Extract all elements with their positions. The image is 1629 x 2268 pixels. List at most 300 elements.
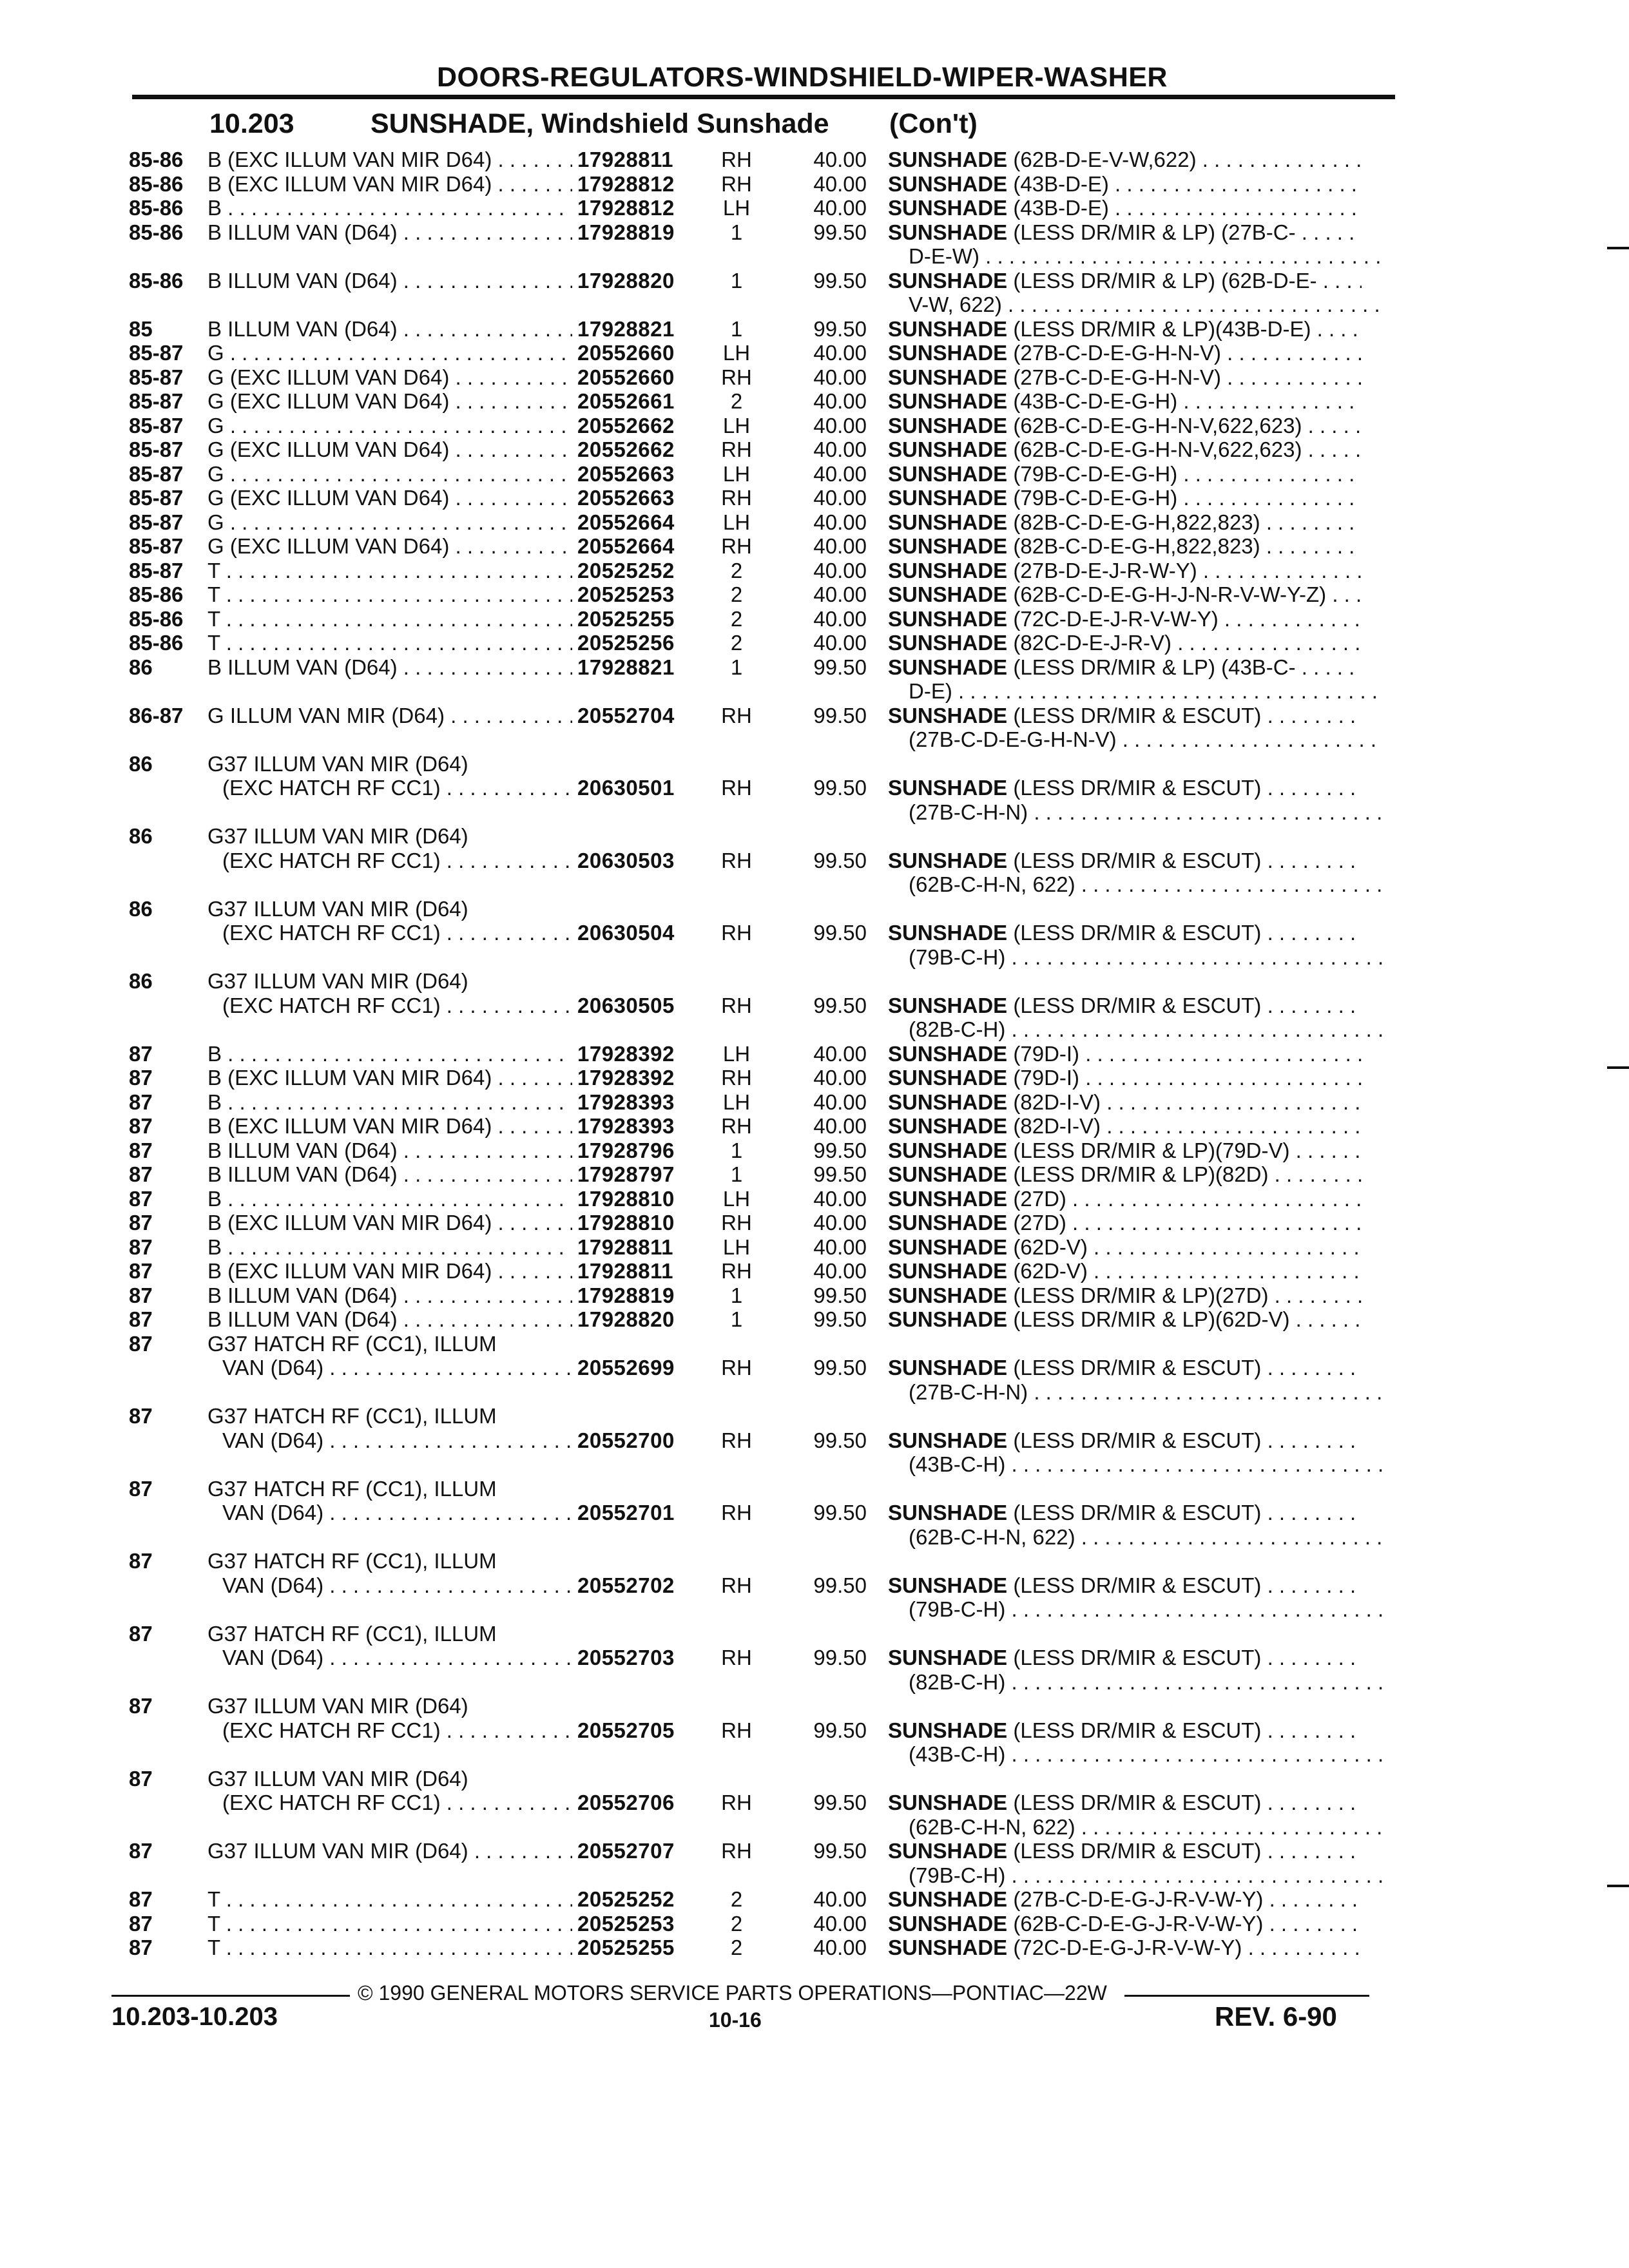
- part-name: [888, 1573, 1362, 1598]
- part-name-title: SUNSHADE: [888, 1114, 1008, 1138]
- table-row: [129, 1597, 1366, 1622]
- model-year: 85-87: [129, 534, 184, 558]
- description: B ILLUM VAN (D64) . . .: [207, 1283, 684, 1308]
- part-name: [888, 365, 1362, 390]
- table-row: [129, 727, 1366, 752]
- part-name: [888, 510, 1362, 535]
- part-name: [909, 1742, 1382, 1767]
- part-application: (LESS DR/MIR & LP)(43B-D-E): [1007, 316, 1311, 341]
- price: 40.00: [813, 1211, 867, 1235]
- part-name-title: SUNSHADE: [888, 220, 1008, 244]
- part-number: 17928810: [572, 1187, 706, 1211]
- description: G37 ILLUM VAN MIR (D64): [207, 751, 468, 776]
- part-number: 17928392: [572, 1042, 706, 1066]
- part-application: (43B-C-D-E-G-H): [1007, 389, 1178, 413]
- table-row: [129, 559, 1366, 583]
- table-row: [129, 510, 1366, 535]
- model-year: 86: [129, 896, 153, 921]
- part-name-title: SUNSHADE: [888, 1283, 1008, 1307]
- quantity: 2: [730, 558, 743, 582]
- model-year: 87: [129, 1911, 153, 1936]
- model-year: 87: [129, 1621, 153, 1646]
- price: 99.50: [813, 848, 867, 872]
- description: B ILLUM VAN (D64) . . .: [207, 655, 684, 680]
- part-name: [888, 486, 1362, 510]
- price: 99.50: [813, 1356, 867, 1379]
- price: 40.00: [813, 171, 867, 196]
- part-name: [888, 1839, 1362, 1863]
- part-name: [909, 679, 1382, 704]
- table-row: [129, 1259, 1366, 1283]
- table-row: [129, 1283, 1366, 1308]
- part-number: 20552705: [572, 1718, 706, 1743]
- part-number: 17928819: [572, 220, 706, 245]
- model-year: 85-86: [129, 582, 184, 606]
- model-year: 86: [129, 824, 153, 848]
- part-name: [888, 1356, 1362, 1380]
- model-year: 85-86: [129, 631, 184, 655]
- description: VAN (D64) . . .: [222, 1428, 699, 1453]
- table-row: [129, 994, 1366, 1018]
- model-year: 86: [129, 969, 153, 993]
- description: G (EXC ILLUM VAN D64) . . .: [207, 486, 684, 510]
- description: B . . .: [207, 1090, 684, 1115]
- part-application: D-E): [909, 679, 952, 703]
- price: 99.50: [813, 1501, 867, 1524]
- part-number: 20552702: [572, 1573, 706, 1598]
- quantity: LH: [722, 1090, 751, 1114]
- price: 40.00: [813, 558, 867, 582]
- part-number: 20552664: [572, 534, 706, 559]
- part-name: [888, 1187, 1362, 1211]
- table-row: [129, 1090, 1366, 1115]
- part-application: (62B-C-D-E-G-J-R-V-W-Y): [1007, 1911, 1264, 1936]
- price: 99.50: [813, 1283, 867, 1307]
- price: 40.00: [813, 1186, 867, 1211]
- part-application: (27B-C-D-E-G-H-N-V): [1007, 341, 1222, 365]
- part-number: 20552663: [572, 462, 706, 486]
- footer-revision: REV. 6-90: [1215, 2001, 1337, 2032]
- model-year: 87: [129, 1138, 153, 1162]
- part-name-title: SUNSHADE: [888, 1791, 1008, 1814]
- part-name: [888, 1791, 1362, 1815]
- parts-table: [129, 148, 1366, 1960]
- description: B (EXC ILLUM VAN MIR D64) . . .: [207, 1211, 684, 1235]
- part-application: (LESS DR/MIR & ESCUT): [1007, 1428, 1262, 1452]
- part-name: [888, 1259, 1362, 1283]
- description: (EXC HATCH RF CC1) . . .: [222, 849, 699, 873]
- description: G37 HATCH RF (CC1), ILLUM: [207, 1404, 497, 1428]
- table-row: [129, 1742, 1366, 1767]
- price: 40.00: [813, 606, 867, 631]
- part-number: 17928819: [572, 1283, 706, 1308]
- part-application: (43B-C-H): [909, 1452, 1006, 1476]
- price: 99.50: [813, 1307, 867, 1331]
- model-year: 87: [129, 1259, 153, 1283]
- part-name-title: SUNSHADE: [888, 1839, 1008, 1863]
- table-row: [129, 1791, 1366, 1815]
- quantity: RH: [721, 1501, 752, 1524]
- price: 40.00: [813, 1066, 867, 1090]
- table-row: [129, 1936, 1366, 1960]
- description: B ILLUM VAN (D64) . . .: [207, 269, 684, 293]
- part-application: (LESS DR/MIR & LP) (27B-C-: [1007, 220, 1296, 244]
- table-row: [129, 220, 1366, 245]
- table-row: [129, 244, 1366, 269]
- part-name-title: SUNSHADE: [888, 437, 1008, 461]
- part-name: [888, 1090, 1362, 1115]
- part-name: [909, 872, 1382, 897]
- model-year: 85-87: [129, 413, 184, 437]
- description: B (EXC ILLUM VAN MIR D64) . . .: [207, 172, 684, 197]
- table-row: [129, 1767, 1366, 1791]
- part-name: [888, 1646, 1362, 1670]
- part-application: V-W, 622): [909, 293, 1002, 316]
- part-name-title: SUNSHADE: [888, 1718, 1008, 1742]
- part-name: [909, 1597, 1382, 1622]
- table-row: [129, 1501, 1366, 1525]
- part-name-title: SUNSHADE: [888, 1259, 1008, 1283]
- footer-page-number: 10-16: [709, 2008, 762, 2032]
- description: T . . .: [207, 559, 684, 583]
- part-number: 20630501: [572, 776, 706, 800]
- table-row: [129, 776, 1366, 800]
- quantity: RH: [721, 1259, 752, 1283]
- price: 40.00: [813, 1911, 867, 1936]
- table-row: [129, 849, 1366, 873]
- page-header: [132, 62, 1395, 93]
- model-year: 87: [129, 1839, 153, 1863]
- model-year: 86-87: [129, 703, 184, 727]
- table-row: [129, 582, 1366, 607]
- quantity: LH: [722, 461, 751, 486]
- part-name-title: SUNSHADE: [888, 1066, 1008, 1090]
- table-row: [129, 462, 1366, 486]
- quantity: LH: [722, 1041, 751, 1066]
- part-number: 20552662: [572, 437, 706, 462]
- part-name: [888, 607, 1362, 631]
- quantity: RH: [721, 1839, 752, 1863]
- part-number: 20552662: [572, 414, 706, 438]
- part-application: (79B-C-D-E-G-H): [1007, 486, 1178, 510]
- table-row: [129, 1477, 1366, 1501]
- part-name: [888, 317, 1362, 341]
- quantity: RH: [721, 1211, 752, 1235]
- part-name-title: SUNSHADE: [888, 1235, 1008, 1259]
- quantity: RH: [721, 148, 752, 171]
- part-name-title: SUNSHADE: [888, 631, 1008, 655]
- model-year: 85-87: [129, 437, 184, 461]
- quantity: LH: [722, 196, 751, 220]
- part-number: 17928392: [572, 1066, 706, 1090]
- part-name: [888, 1718, 1362, 1743]
- table-row: [129, 1428, 1366, 1453]
- price: 99.50: [813, 1646, 867, 1669]
- price: 99.50: [813, 993, 867, 1017]
- price: 40.00: [813, 631, 867, 655]
- quantity: 2: [730, 1911, 743, 1936]
- table-row: [129, 1066, 1366, 1090]
- part-name: [888, 582, 1362, 607]
- quantity: LH: [722, 341, 751, 365]
- part-name: [888, 1139, 1362, 1163]
- quantity: RH: [721, 486, 752, 510]
- price: 40.00: [813, 461, 867, 486]
- description: G (EXC ILLUM VAN D64) . . .: [207, 389, 684, 414]
- price: 99.50: [813, 776, 867, 800]
- part-application: (82B-C-H): [909, 1017, 1006, 1041]
- price: 99.50: [813, 1428, 867, 1452]
- description: G37 ILLUM VAN MIR (D64): [207, 1694, 468, 1718]
- part-application: (27D): [1007, 1186, 1066, 1211]
- model-year: 85-87: [129, 341, 184, 365]
- part-number: 20552706: [572, 1791, 706, 1815]
- description: (EXC HATCH RF CC1) . . .: [222, 994, 699, 1018]
- part-application: (27B-C-D-E-G-H-N-V): [1007, 365, 1222, 389]
- part-application: (79D-I): [1007, 1066, 1080, 1090]
- part-number: 20552704: [572, 704, 706, 728]
- part-number: 17928811: [572, 1235, 706, 1260]
- part-name-title: SUNSHADE: [888, 171, 1008, 196]
- part-number: 20525255: [572, 1936, 706, 1960]
- price: 40.00: [813, 1114, 867, 1138]
- quantity: LH: [722, 510, 751, 534]
- part-name: [888, 1936, 1362, 1960]
- price: 40.00: [813, 365, 867, 389]
- part-name: [888, 220, 1362, 245]
- description: G37 HATCH RF (CC1), ILLUM: [207, 1549, 497, 1573]
- description: B (EXC ILLUM VAN MIR D64) . . .: [207, 148, 684, 172]
- table-row: [129, 1839, 1366, 1863]
- price: 40.00: [813, 1235, 867, 1259]
- price: 40.00: [813, 1936, 867, 1959]
- part-application: (LESS DR/MIR & LP)(82D): [1007, 1162, 1269, 1186]
- part-number: 20552663: [572, 486, 706, 510]
- part-name: [909, 1863, 1382, 1888]
- table-row: [129, 1718, 1366, 1743]
- part-application: (27B-C-D-E-G-H-N-V): [909, 727, 1117, 751]
- footer-section-range: 10.203-10.203: [111, 2003, 278, 2031]
- table-row: [129, 293, 1366, 317]
- part-number: 20525252: [572, 559, 706, 583]
- description: T . . .: [207, 1936, 684, 1960]
- part-number: 17928812: [572, 172, 706, 197]
- description: G37 HATCH RF (CC1), ILLUM: [207, 1331, 497, 1356]
- part-number: 20525255: [572, 607, 706, 631]
- part-name: [909, 293, 1382, 317]
- price: 40.00: [813, 196, 867, 220]
- model-year: 85-86: [129, 148, 184, 171]
- part-name-title: SUNSHADE: [888, 1041, 1008, 1066]
- table-row: [129, 534, 1366, 559]
- table-row: [129, 1017, 1366, 1042]
- part-application: (82B-C-D-E-G-H,822,823): [1007, 510, 1260, 534]
- header-rule: [132, 95, 1395, 99]
- table-row: [129, 341, 1366, 365]
- price: 99.50: [813, 220, 867, 244]
- part-application: (27D): [1007, 1211, 1066, 1235]
- part-name: [909, 1452, 1382, 1477]
- table-row: [129, 1162, 1366, 1187]
- part-name-title: SUNSHADE: [888, 268, 1008, 293]
- table-row: [129, 437, 1366, 462]
- model-year: 85-87: [129, 510, 184, 534]
- model-year: 87: [129, 1404, 153, 1428]
- part-name-title: SUNSHADE: [888, 510, 1008, 534]
- part-name: [888, 534, 1362, 559]
- table-row: [129, 655, 1366, 680]
- table-row: [129, 1332, 1366, 1356]
- table-row: [129, 872, 1366, 897]
- model-year: 86: [129, 751, 153, 776]
- part-name-title: SUNSHADE: [888, 461, 1008, 486]
- price: 40.00: [813, 1259, 867, 1283]
- table-row: [129, 1549, 1366, 1573]
- part-name-title: SUNSHADE: [888, 606, 1008, 631]
- part-name: [888, 1912, 1362, 1936]
- part-name: [909, 244, 1382, 269]
- description: G37 ILLUM VAN MIR (D64): [207, 824, 468, 848]
- table-row: [129, 1887, 1366, 1912]
- model-year: 87: [129, 1307, 153, 1331]
- quantity: RH: [721, 534, 752, 558]
- part-number: 20552701: [572, 1501, 706, 1525]
- part-application: (82B-C-D-E-G-H,822,823): [1007, 534, 1260, 558]
- table-row: [129, 1694, 1366, 1718]
- part-number: 17928812: [572, 196, 706, 220]
- part-name-title: SUNSHADE: [888, 413, 1008, 437]
- part-name-title: SUNSHADE: [888, 1936, 1008, 1959]
- part-name: [909, 1017, 1382, 1042]
- table-row: [129, 1452, 1366, 1477]
- part-name: [909, 1525, 1382, 1550]
- part-application: (LESS DR/MIR & ESCUT): [1007, 703, 1262, 727]
- part-name-title: SUNSHADE: [888, 341, 1008, 365]
- part-number: 20552700: [572, 1428, 706, 1453]
- model-year: 85-87: [129, 365, 184, 389]
- table-row: [129, 1404, 1366, 1428]
- model-year: 85-87: [129, 389, 184, 413]
- table-row: [129, 800, 1366, 825]
- margin-tick: [1607, 1066, 1629, 1069]
- table-row: [129, 1525, 1366, 1550]
- part-application: (43B-C-H): [909, 1742, 1006, 1766]
- part-name: [888, 1042, 1362, 1066]
- price: 40.00: [813, 510, 867, 534]
- margin-tick: [1607, 247, 1629, 249]
- table-row: [129, 897, 1366, 921]
- part-name-title: SUNSHADE: [888, 486, 1008, 510]
- description: VAN (D64) . . .: [222, 1356, 699, 1380]
- model-year: 87: [129, 1331, 153, 1356]
- quantity: 1: [730, 1162, 743, 1186]
- description: T . . .: [207, 631, 684, 655]
- quantity: 2: [730, 1887, 743, 1911]
- description: G . . .: [207, 414, 684, 438]
- table-row: [129, 1622, 1366, 1646]
- quantity: 1: [730, 655, 743, 679]
- footer-copyright: © 1990 GENERAL MOTORS SERVICE PARTS OPERATIONS—PONTIAC—22W: [358, 1981, 1107, 2004]
- part-name: [888, 462, 1362, 486]
- description: G37 ILLUM VAN MIR (D64): [207, 896, 468, 921]
- part-application: (27B-C-D-E-G-J-R-V-W-Y): [1007, 1887, 1264, 1911]
- quantity: RH: [721, 993, 752, 1017]
- table-row: [129, 269, 1366, 293]
- model-year: 85-87: [129, 558, 184, 582]
- quantity: RH: [721, 703, 752, 727]
- model-year: 87: [129, 1066, 153, 1090]
- part-application: (27B-C-H-N): [909, 800, 1028, 824]
- quantity: 2: [730, 389, 743, 413]
- table-row: [129, 824, 1366, 849]
- model-year: 87: [129, 1090, 153, 1114]
- part-name-title: SUNSHADE: [888, 1211, 1008, 1235]
- model-year: 86: [129, 655, 153, 679]
- part-application: (27B-C-H-N): [909, 1379, 1028, 1404]
- part-name: [888, 414, 1362, 438]
- part-name: [888, 389, 1362, 414]
- part-number: 20525256: [572, 631, 706, 655]
- part-application: (LESS DR/MIR & ESCUT): [1007, 1501, 1262, 1524]
- part-application: (79B-C-H): [909, 945, 1006, 969]
- part-name-title: SUNSHADE: [888, 1162, 1008, 1186]
- description: T . . .: [207, 582, 684, 607]
- part-number: 17928811: [572, 1259, 706, 1283]
- part-application: (43B-D-E): [1007, 171, 1109, 196]
- price: 99.50: [813, 1162, 867, 1186]
- quantity: RH: [721, 1066, 752, 1090]
- model-year: 85-87: [129, 486, 184, 510]
- part-application: (79B-C-H): [909, 1597, 1006, 1621]
- table-row: [129, 172, 1366, 197]
- description: B (EXC ILLUM VAN MIR D64) . . .: [207, 1259, 684, 1283]
- part-application: (LESS DR/MIR & ESCUT): [1007, 1791, 1262, 1814]
- table-row: [129, 414, 1366, 438]
- part-name: [888, 849, 1362, 873]
- description: G (EXC ILLUM VAN D64) . . .: [207, 365, 684, 390]
- part-name-title: SUNSHADE: [888, 655, 1008, 679]
- description: G ILLUM VAN MIR (D64) . . .: [207, 704, 684, 728]
- part-number: 20525253: [572, 582, 706, 607]
- description: B (EXC ILLUM VAN MIR D64) . . .: [207, 1114, 684, 1139]
- quantity: RH: [721, 171, 752, 196]
- part-name-title: SUNSHADE: [888, 148, 1008, 171]
- description: VAN (D64) . . .: [222, 1573, 699, 1598]
- model-year: 87: [129, 1283, 153, 1307]
- description: VAN (D64) . . .: [222, 1501, 699, 1525]
- part-number: 17928810: [572, 1211, 706, 1235]
- quantity: 1: [730, 220, 743, 244]
- description: G (EXC ILLUM VAN D64) . . .: [207, 437, 684, 462]
- table-row: [129, 486, 1366, 510]
- page-title: DOORS-REGULATORS-WINDSHIELD-WIPER-WASHER: [437, 62, 1168, 93]
- part-name-title: SUNSHADE: [888, 993, 1008, 1017]
- part-name: [909, 800, 1382, 825]
- model-year: 87: [129, 1162, 153, 1186]
- model-year: 87: [129, 1936, 153, 1959]
- quantity: LH: [722, 1235, 751, 1259]
- price: 99.50: [813, 1718, 867, 1742]
- part-name: [888, 631, 1362, 655]
- part-name-title: SUNSHADE: [888, 1090, 1008, 1114]
- description: T . . .: [207, 607, 684, 631]
- table-row: [129, 1646, 1366, 1670]
- quantity: 1: [730, 1307, 743, 1331]
- description: G (EXC ILLUM VAN D64) . . .: [207, 534, 684, 559]
- part-application: (LESS DR/MIR & LP)(62D-V): [1007, 1307, 1290, 1331]
- part-application: (LESS DR/MIR & ESCUT): [1007, 993, 1262, 1017]
- part-name: [888, 148, 1362, 172]
